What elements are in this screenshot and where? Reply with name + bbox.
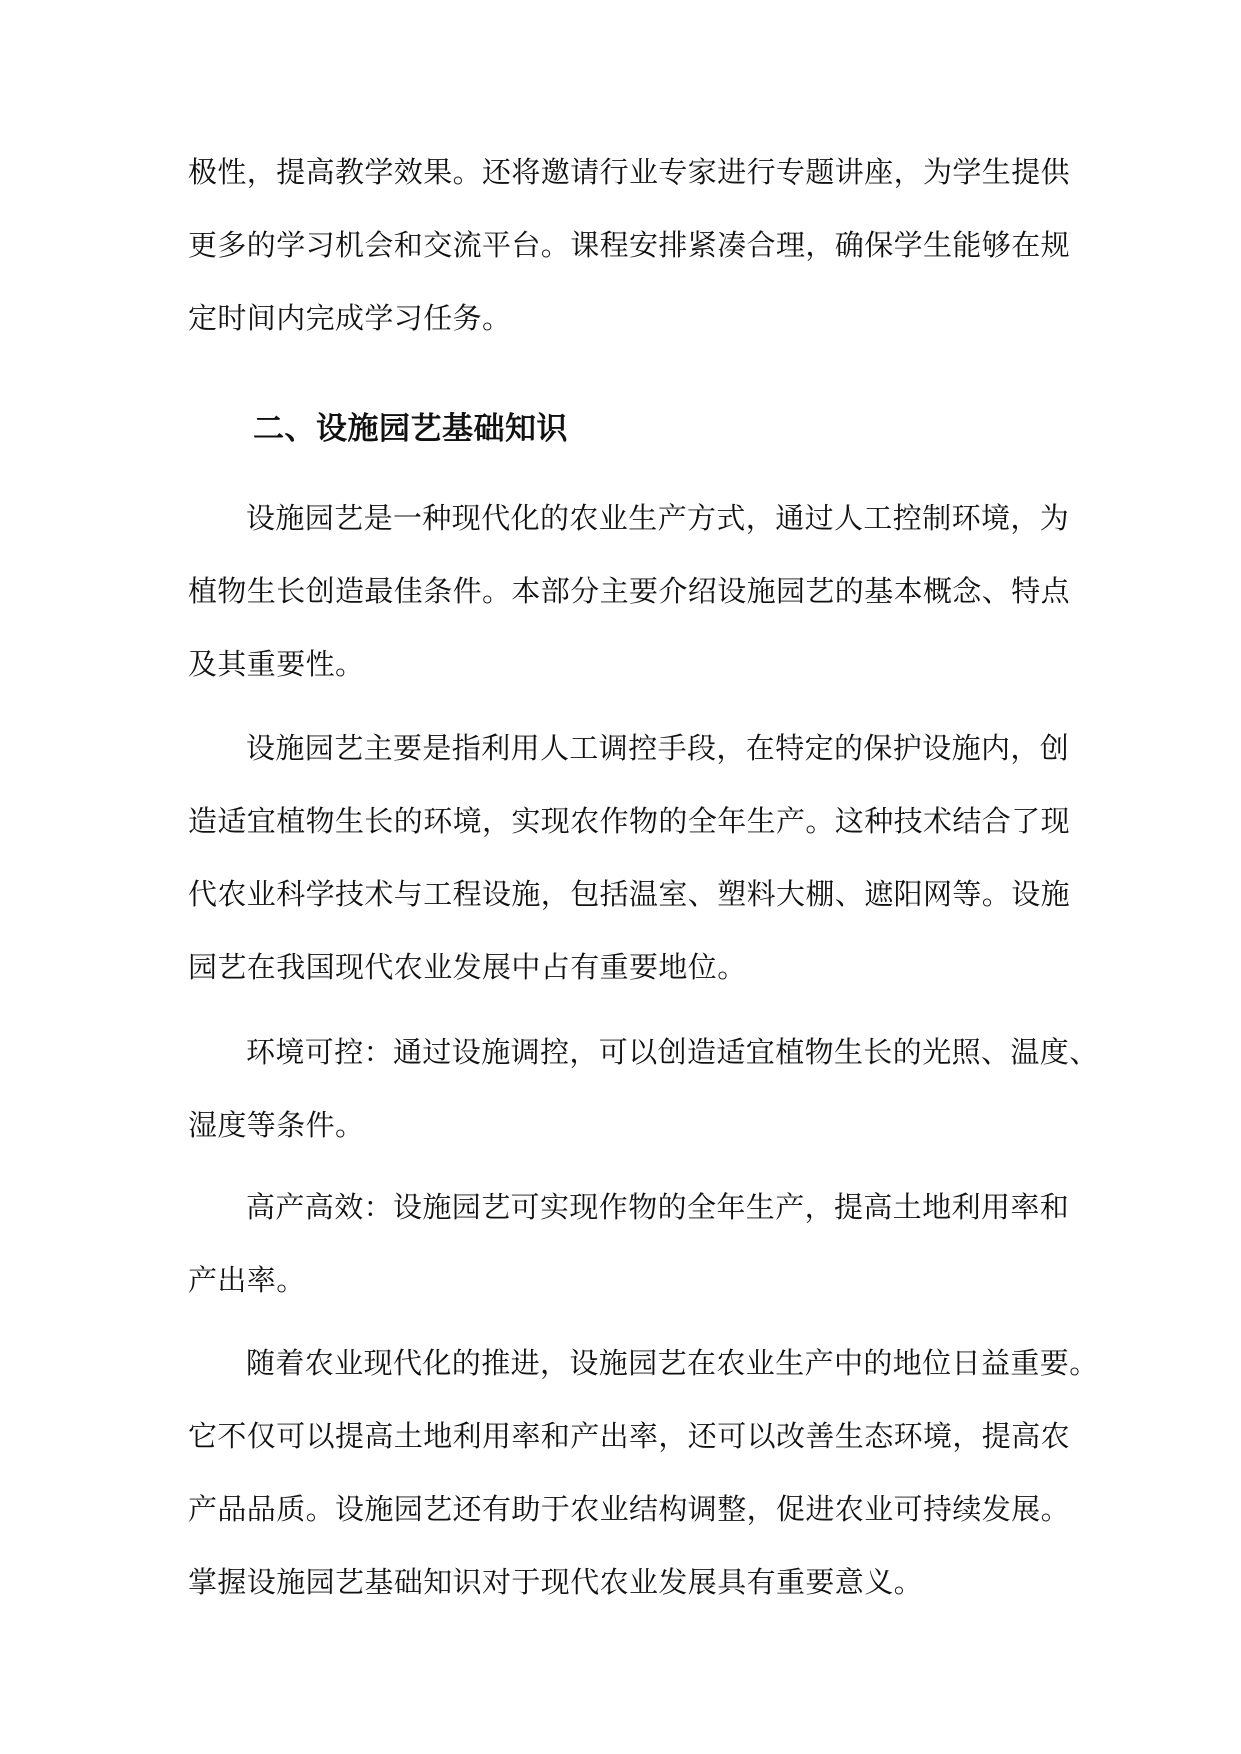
paragraph-line: 产品品质。设施园艺还有助于农业结构调整，促进农业可持续发展。 — [188, 1492, 1071, 1526]
paragraph-line: 更多的学习机会和交流平台。课程安排紧凑合理，确保学生能够在规 — [188, 228, 1071, 262]
paragraph-line: 产出率。 — [188, 1263, 306, 1297]
section-heading: 二、设施园艺基础知识 — [253, 411, 568, 447]
paragraph-line: 掌握设施园艺基础知识对于现代农业发展具有重要意义。 — [188, 1565, 924, 1599]
paragraph-line: 设施园艺主要是指利用人工调控手段，在特定的保护设施内，创 — [246, 731, 1070, 765]
paragraph-line: 极性，提高教学效果。还将邀请行业专家进行专题讲座，为学生提供 — [188, 155, 1071, 189]
paragraph-line: 植物生长创造最佳条件。本部分主要介绍设施园艺的基本概念、特点 — [188, 574, 1071, 608]
paragraph-line: 代农业科学技术与工程设施，包括温室、塑料大棚、遮阳网等。设施 — [188, 877, 1071, 911]
paragraph-line: 环境可控：通过设施调控，可以创造适宜植物生长的光照、温度、 — [246, 1035, 1099, 1069]
paragraph-line: 定时间内完成学习任务。 — [188, 301, 512, 335]
paragraph-line: 设施园艺是一种现代化的农业生产方式，通过人工控制环境，为 — [246, 501, 1070, 535]
paragraph-line: 随着农业现代化的推进，设施园艺在农业生产中的地位日益重要。 — [246, 1346, 1099, 1380]
paragraph-line: 高产高效：设施园艺可实现作物的全年生产，提高土地利用率和 — [246, 1190, 1070, 1224]
paragraph-line: 湿度等条件。 — [188, 1108, 365, 1142]
paragraph-line: 园艺在我国现代农业发展中占有重要地位。 — [188, 950, 747, 984]
paragraph-line: 造适宜植物生长的环境，实现农作物的全年生产。这种技术结合了现 — [188, 804, 1071, 838]
paragraph-line: 及其重要性。 — [188, 647, 365, 681]
paragraph-line: 它不仅可以提高土地利用率和产出率，还可以改善生态环境，提高农 — [188, 1419, 1071, 1453]
